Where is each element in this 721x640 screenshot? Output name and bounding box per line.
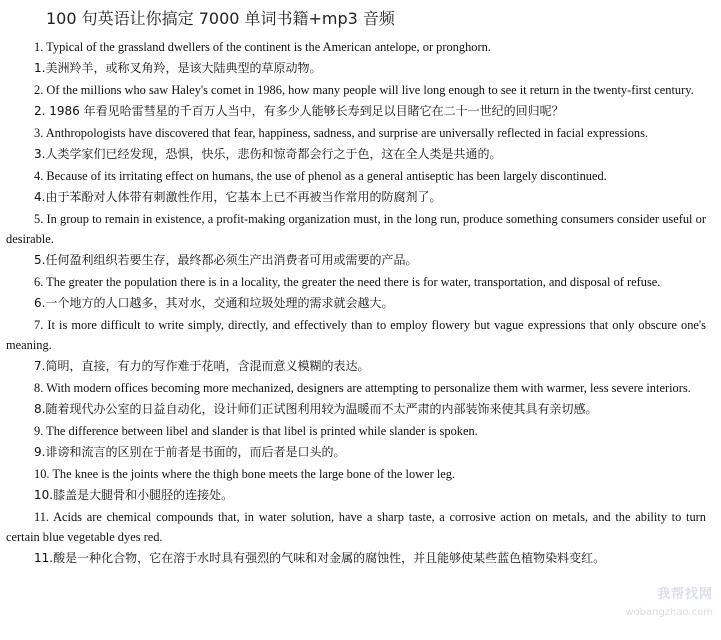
sentence-2-english: 2. Of the millions who saw Haley's comet in 1986, how many people will live long enough to see it return in the twenty-first century. [34,83,694,97]
sentence-10-english: 10. The knee is the joints where the thigh bone meets the large bone of the lower leg. [34,467,456,481]
sentence-7-chinese: 7.简明，直接，有力的写作难于花哨，含混而意义模糊的表达。 [34,359,370,373]
watermark-text: 我帮找网 [656,587,713,602]
sentence-10-chinese: 10.膝盖是大腿骨和小腿胫的连接处。 [34,488,234,502]
sentence-8-chinese: 8.随着现代办公室的日益自动化，设计师们正试图利用较为温暖而不太严肃的内部装饰来使其具有亲切感。 [34,402,598,416]
sentence-4-english: 4. Because of its irritating effect on humans, the use of phenol as a general antiseptic has been largely discontinued. [34,169,607,183]
sentence-7-english: 7. It is more difficult to write simply, directly, and effectively than to employ flowery but vague expressions that only obscure one's meaning. [6,318,706,352]
sentence-11-chinese: 11.酸是一种化合物，它在溶于水时具有强烈的气味和对金属的腐蚀性，并且能够使某些蓝色植物染料变红。 [34,551,606,565]
sentence-9-english: 9. The difference between libel and slander is that libel is printed while slander is spoken. [34,424,478,438]
sentence-3-chinese: 3.人类学家们已经发现，恐惧，快乐，悲伤和惊奇都会行之于色，这在全人类是共通的。 [34,147,502,161]
sentence-5-english: 5. In group to remain in existence, a profit-making organization must, in the long run, produce something consumers consider useful or desirable. [6,212,706,246]
sentence-11-english: 11. Acids are chemical compounds that, in water solution, have a sharp taste, a corrosive action on metals, and the ability to turn certain blue vegetable dyes red. [6,510,706,544]
sentence-1-chinese: 1.美洲羚羊，或称叉角羚，是该大陆典型的草原动物。 [34,61,322,75]
sentence-5-chinese: 5.任何盈利组织若要生存，最终都必须生产出消费者可用或需要的产品。 [34,253,418,267]
watermark-url: wobangzhao.com [625,607,713,618]
sentence-6-chinese: 6.一个地方的人口越多，其对水，交通和垃圾处理的需求就会越大。 [34,296,394,310]
sentence-9-chinese: 9.诽谤和流言的区别在于前者是书面的，而后者是口头的。 [34,445,346,459]
sentence-1-english: 1. Typical of the grassland dwellers of the continent is the American antelope, or pronghorn. [34,40,491,54]
sentence-list [6,37,706,570]
sentence-3-english: 3. Anthropologists have discovered that fear, happiness, sadness, and surprise are universally reflected in facial expressions. [34,126,649,140]
sentence-8-english: 8. With modern offices becoming more mechanized, designers are attempting to personalize them with warmer, less severe interiors. [34,381,691,395]
watermark [625,586,713,622]
page-title: 100 句英语让你搞定 7000 单词书籍+mp3 音频 [46,9,395,28]
sentence-2-chinese: 2. 1986 年看见哈雷彗星的千百万人当中，有多少人能够长寿到足以目睹它在二十一世纪的回归呢？ [34,104,564,118]
sentence-6-english: 6. The greater the population there is in a locality, the greater the need there is for water, transportation, and disposal of refuse. [34,275,661,289]
sentence-4-chinese: 4.由于苯酚对人体带有刺激性作用，它基本上已不再被当作常用的防腐剂了。 [34,190,442,204]
